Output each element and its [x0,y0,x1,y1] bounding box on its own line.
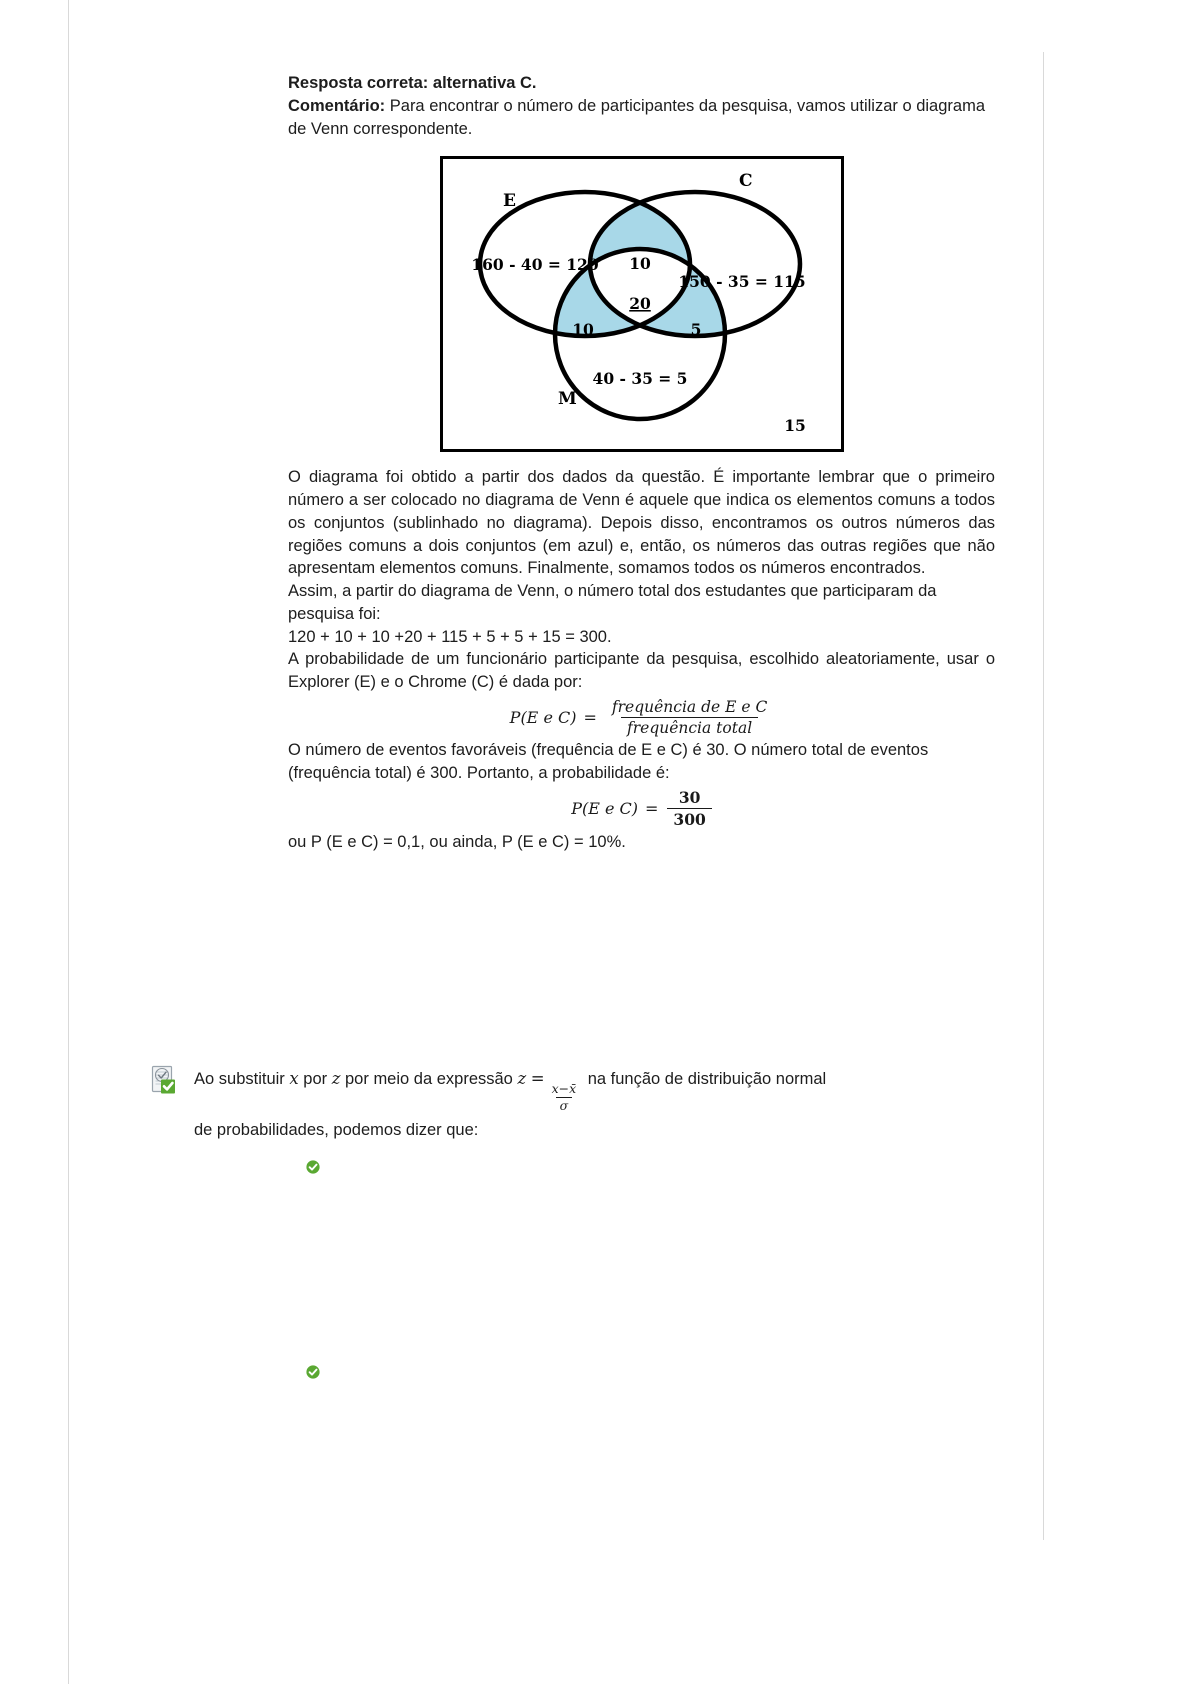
venn-diagram-svg [443,159,835,443]
venn-diagram-figure [288,156,995,452]
question-var-z: z [331,1069,341,1088]
total-sum-line: 120 + 10 + 10 +20 + 115 + 5 + 5 + 15 = 300. [288,627,612,646]
question-text [194,1063,826,1146]
comment-paragraph [288,95,995,141]
formula1-lhs: P(E e C) [509,707,577,727]
venn-value-c-and-m: 5 [690,320,701,340]
formula2-denominator: 300 [667,808,711,829]
formula2-equals: = [645,799,659,819]
probability-formula-general [288,698,995,737]
correct-answer-value: alternativa C. [428,74,537,92]
venn-value-outside: 15 [783,416,806,436]
formula1-fraction [606,698,773,737]
formula1-denominator: frequência total [621,717,758,737]
question-text-mid1: por [298,1070,332,1088]
explanation-paragraph-5: O número de eventos favoráveis (frequência de E e C) é 30. O número total de eventos (frequência total) é 300. Portanto, a probabilidade é: [288,740,929,782]
answer-option-check-1[interactable] [306,1160,320,1174]
answer-option-check-2[interactable] [306,1365,320,1379]
question-line-2: de probabilidades, podemos dizer que: [194,1120,479,1139]
venn-label-e: E [502,191,516,212]
question-text-mid2: por meio da expressão [340,1070,518,1088]
venn-value-m-only: 40 - 35 = 5 [592,369,687,389]
probability-formula-values [288,788,995,829]
venn-value-e-only: 160 - 40 = 120 [470,255,599,275]
formula1-numerator: frequência de E e C [611,697,768,716]
question-text-after: na função de distribuição normal [583,1070,827,1088]
question-row [150,1063,990,1146]
explanation-paragraph-1: O diagrama foi obtido a partir dos dados da questão. É importante lembrar que o primeiro número a ser colocado no diagrama de Venn é aquele que indica os elementos comuns a todos os conjuntos (sublinhado no diagrama). Depois disso, encontramos os outros números das regiões comuns a dois conjuntos (em azul) e, então, os números das outras regiões que não apresentam elementos comuns. Finalmente, somamos todos os números encontrados. [288,468,995,578]
comment-text: Para encontrar o número de participantes da pesquisa, vamos utilizar o diagrama de Venn correspondente. [288,96,985,138]
formula2-numerator: 30 [678,788,701,808]
correct-answer-line [288,72,995,95]
conclusion-line: ou P (E e C) = 0,1, ou ainda, P (E e C) = 10%. [288,833,626,852]
document-content [288,72,995,854]
z-score-numerator: x−x̄ [551,1081,577,1097]
venn-label-m: M [557,389,577,410]
comment-label: Comentário: [288,96,386,115]
formula2-lhs: P(E e C) [571,799,639,819]
venn-value-c-only: 150 - 35 = 115 [677,272,806,292]
page-left-rule [68,0,69,1684]
question-var-x: x [289,1069,299,1088]
venn-label-c: C [738,171,753,192]
question-text-before: Ao substituir [194,1070,290,1088]
document-check-icon [150,1065,180,1095]
next-question-block [150,1063,990,1146]
z-score-symbol: z [517,1069,527,1088]
page-right-rule [1043,52,1044,1540]
z-score-equals: = [530,1069,545,1088]
z-score-fraction [548,1081,581,1114]
venn-value-e-and-c: 10 [628,254,651,274]
explanation-paragraph-4: A probabilidade de um funcionário participante da pesquisa, escolhido aleatoriamente, usar o Explorer (E) e o Chrome (C) é dada por: [288,650,995,692]
venn-value-e-and-m: 10 [571,320,594,340]
formula2-fraction [667,788,711,829]
venn-diagram-border [440,156,844,452]
correct-answer-label: Resposta correta: [288,74,429,92]
formula1-equals: = [583,707,597,727]
venn-value-all-three: 20 [628,294,651,314]
z-score-denominator: σ [556,1097,573,1114]
explanation-paragraph-2: Assim, a partir do diagrama de Venn, o número total dos estudantes que participaram da pesquisa foi: [288,582,937,623]
